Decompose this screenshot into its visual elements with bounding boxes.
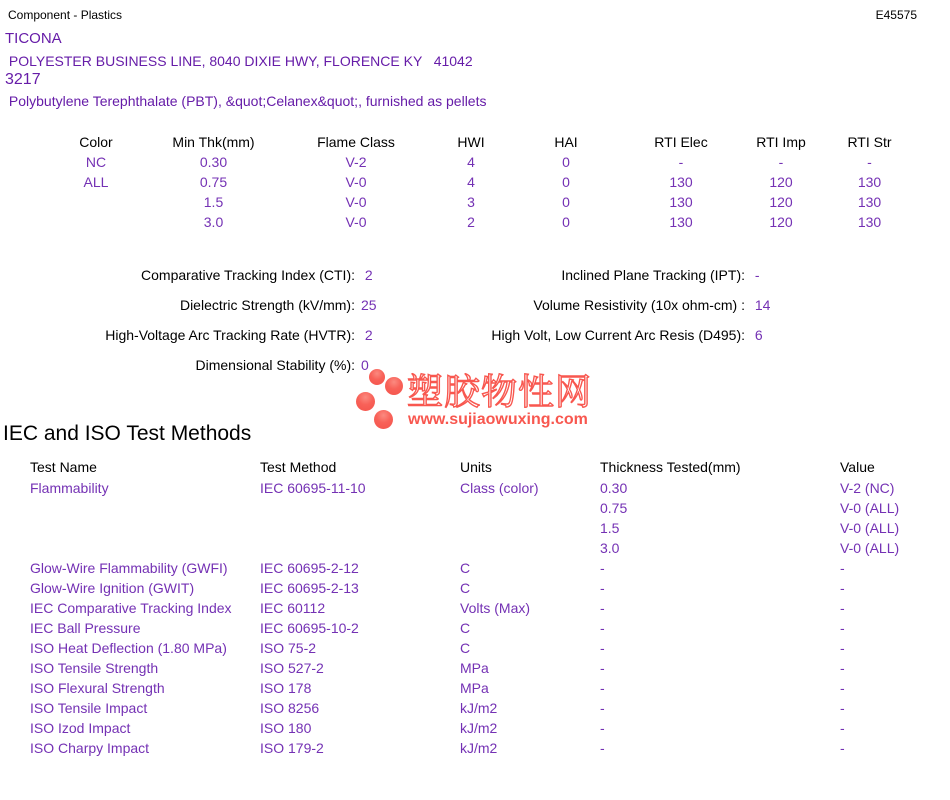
property-value: 25: [361, 297, 377, 313]
methods-cell: -: [840, 640, 845, 656]
ratings-cell: 0: [562, 154, 570, 170]
ratings-table: [46, 131, 918, 232]
methods-cell: ISO Charpy Impact: [30, 740, 150, 756]
ratings-cell: V-0: [345, 194, 367, 210]
methods-row: [30, 538, 935, 558]
methods-cell: IEC Comparative Tracking Index: [30, 600, 232, 616]
ratings-cell: 0: [562, 194, 570, 210]
watermark-dot: [369, 369, 385, 385]
methods-row: [30, 558, 935, 578]
property-row: [0, 260, 380, 290]
methods-col-header: Value: [840, 459, 875, 475]
page-type-label: Component - Plastics: [8, 8, 123, 22]
ratings-cell: -: [867, 154, 872, 170]
methods-cell: 3.0: [600, 540, 620, 556]
property-row: [390, 290, 950, 320]
methods-cell: 1.5: [600, 520, 620, 536]
methods-cell: -: [600, 640, 605, 656]
ratings-col-header: RTI Str: [847, 133, 892, 150]
methods-row: [30, 718, 935, 738]
ratings-cell: 120: [769, 194, 793, 210]
methods-cell: C: [460, 640, 471, 656]
watermark-dot: [385, 377, 403, 395]
methods-cell: -: [600, 700, 605, 716]
methods-cell: ISO 178: [260, 680, 312, 696]
methods-cell: -: [600, 620, 605, 636]
methods-row: [30, 658, 935, 678]
methods-cell: 0.30: [600, 480, 628, 496]
methods-col-header: Units: [460, 459, 492, 475]
methods-header-row: [30, 456, 935, 478]
methods-row: [30, 678, 935, 698]
methods-cell: ISO 8256: [260, 700, 320, 716]
property-label: Inclined Plane Tracking (IPT):: [561, 267, 745, 283]
methods-cell: 0.75: [600, 500, 628, 516]
methods-cell: ISO 180: [260, 720, 312, 736]
section-heading: IEC and ISO Test Methods: [3, 422, 252, 445]
methods-cell: IEC 60112: [260, 600, 326, 616]
ratings-row: [46, 152, 918, 172]
methods-cell: V-2 (NC): [840, 480, 895, 496]
methods-cell: [460, 518, 600, 538]
methods-cell: Volts (Max): [460, 600, 531, 616]
methods-cell: ISO Tensile Impact: [30, 700, 148, 716]
ratings-row: [46, 212, 918, 232]
methods-cell: kJ/m2: [460, 720, 498, 736]
methods-row: [30, 598, 935, 618]
ratings-row: [46, 192, 918, 212]
methods-cell: [30, 498, 260, 518]
ratings-cell: -: [678, 154, 684, 170]
methods-row: [30, 638, 935, 658]
ratings-cell: 0.30: [199, 154, 228, 170]
ratings-cell: 0: [562, 174, 570, 190]
methods-cell: [260, 518, 460, 538]
watermark-site-url: www.sujiaowuxing.com: [408, 411, 588, 428]
property-row: [0, 290, 380, 320]
ratings-col-header: RTI Imp: [756, 133, 806, 150]
ratings-cell: V-2: [345, 154, 367, 170]
methods-row: [30, 478, 935, 498]
product-grade: 3217: [5, 71, 41, 88]
methods-col-header: Test Method: [260, 459, 337, 475]
ratings-col-header: Color: [79, 133, 113, 150]
ratings-col-header: HAI: [554, 133, 578, 150]
methods-cell: [260, 498, 460, 518]
methods-cell: ISO Flexural Strength: [30, 680, 165, 696]
methods-cell: [30, 538, 260, 558]
property-value: 2: [361, 267, 373, 283]
company-name: TICONA: [5, 30, 62, 47]
property-value: 6: [751, 327, 763, 343]
methods-cell: V-0 (ALL): [840, 520, 900, 536]
methods-cell: kJ/m2: [460, 700, 498, 716]
methods-row: [30, 518, 935, 538]
ratings-cell: 130: [669, 174, 693, 190]
methods-cell: ISO Izod Impact: [30, 720, 131, 736]
ratings-cell: ALL: [83, 174, 109, 190]
test-methods-table: [30, 456, 935, 758]
ratings-cell: 130: [669, 194, 693, 210]
electrical-properties-left: [0, 260, 380, 380]
watermark-site-name: 塑胶物性网: [407, 371, 593, 412]
ratings-cell: 3.0: [203, 214, 224, 230]
property-value: 2: [361, 327, 373, 343]
ratings-col-header: Flame Class: [317, 133, 395, 150]
property-row: [0, 320, 380, 350]
methods-cell: -: [840, 740, 845, 756]
methods-cell: -: [840, 700, 845, 716]
ratings-cell: 2: [467, 214, 475, 230]
methods-row: [30, 578, 935, 598]
ratings-cell: 3: [467, 194, 475, 210]
ratings-cell: 120: [769, 214, 793, 230]
methods-cell: kJ/m2: [460, 740, 498, 756]
methods-cell: [460, 498, 600, 518]
methods-cell: -: [600, 560, 605, 576]
property-row: [0, 350, 380, 380]
methods-cell: ISO 75-2: [260, 640, 317, 656]
methods-cell: -: [840, 580, 845, 596]
methods-cell: C: [460, 560, 471, 576]
ratings-cell: [46, 212, 146, 232]
methods-row: [30, 698, 935, 718]
methods-cell: -: [600, 680, 605, 696]
watermark-dot: [356, 392, 375, 411]
property-row: [390, 260, 950, 290]
methods-row: [30, 618, 935, 638]
methods-col-header: Test Name: [30, 459, 97, 475]
property-label: High Volt, Low Current Arc Resis (D495):: [491, 327, 745, 343]
methods-row: [30, 738, 935, 758]
methods-cell: [460, 538, 600, 558]
methods-cell: -: [840, 600, 845, 616]
ratings-header-row: [46, 131, 918, 152]
methods-cell: [260, 538, 460, 558]
property-label: Comparative Tracking Index (CTI):: [141, 267, 355, 283]
ratings-cell: NC: [85, 154, 107, 170]
methods-cell: [30, 518, 260, 538]
methods-cell: -: [600, 740, 605, 756]
methods-col-header: Thickness Tested(mm): [600, 459, 741, 475]
methods-cell: -: [840, 720, 845, 736]
methods-cell: -: [840, 560, 845, 576]
property-row: [390, 320, 950, 350]
methods-row: [30, 498, 935, 518]
methods-cell: IEC 60695-2-13: [260, 580, 359, 596]
methods-cell: -: [600, 660, 605, 676]
property-label: Dimensional Stability (%):: [195, 357, 355, 373]
ratings-cell: 4: [467, 154, 475, 170]
ratings-row: [46, 172, 918, 192]
ratings-col-header: HWI: [457, 133, 485, 150]
property-label: Dielectric Strength (kV/mm):: [179, 297, 355, 313]
methods-cell: ISO Tensile Strength: [30, 660, 159, 676]
ratings-col-header: RTI Elec: [654, 133, 708, 150]
electrical-properties-right: [390, 260, 950, 350]
ratings-cell: 1.5: [203, 194, 224, 210]
company-address: POLYESTER BUSINESS LINE, 8040 DIXIE HWY, FLORENCE KY 41042: [5, 53, 473, 69]
methods-cell: MPa: [460, 680, 489, 696]
methods-cell: C: [460, 580, 471, 596]
methods-cell: -: [840, 680, 845, 696]
methods-cell: C: [460, 620, 471, 636]
ratings-col-header: Min Thk(mm): [172, 133, 255, 150]
watermark-dot: [374, 410, 393, 429]
methods-cell: Glow-Wire Ignition (GWIT): [30, 580, 195, 596]
methods-cell: Flammability: [30, 480, 109, 496]
ratings-cell: V-0: [345, 214, 367, 230]
property-label: High-Voltage Arc Tracking Rate (HVTR):: [105, 327, 355, 343]
ratings-cell: 130: [857, 214, 882, 230]
ratings-cell: 120: [769, 174, 793, 190]
ratings-cell: -: [778, 154, 784, 170]
methods-cell: MPa: [460, 660, 489, 676]
methods-cell: ISO Heat Deflection (1.80 MPa): [30, 640, 227, 656]
methods-cell: V-0 (ALL): [840, 500, 900, 516]
methods-cell: ISO 179-2: [260, 740, 324, 756]
ratings-cell: 4: [467, 174, 475, 190]
property-value: 0: [361, 357, 369, 373]
methods-cell: IEC 60695-10-2: [260, 620, 359, 636]
property-label: Volume Resistivity (10x ohm-cm) :: [533, 297, 745, 313]
ratings-cell: 130: [669, 214, 693, 230]
property-value: 14: [751, 297, 771, 313]
ratings-cell: [46, 192, 146, 212]
ratings-cell: 0.75: [199, 174, 228, 190]
methods-cell: V-0 (ALL): [840, 540, 900, 556]
methods-cell: -: [600, 720, 605, 736]
methods-cell: Glow-Wire Flammability (GWFI): [30, 560, 228, 576]
methods-cell: ISO 527-2: [260, 660, 324, 676]
methods-cell: Class (color): [460, 480, 539, 496]
ratings-cell: V-0: [345, 174, 367, 190]
file-number: E45575: [875, 8, 917, 22]
methods-cell: -: [600, 600, 605, 616]
methods-cell: -: [600, 580, 605, 596]
methods-cell: IEC Ball Pressure: [30, 620, 141, 636]
ratings-cell: 130: [857, 174, 882, 190]
ratings-cell: 130: [857, 194, 882, 210]
property-value: -: [751, 267, 760, 283]
methods-cell: -: [840, 660, 845, 676]
product-description: Polybutylene Terephthalate (PBT), &quot;Celanex&quot;, furnished as pellets: [5, 93, 487, 109]
ratings-cell: 0: [562, 214, 570, 230]
methods-cell: IEC 60695-11-10: [260, 480, 366, 496]
methods-cell: IEC 60695-2-12: [260, 560, 359, 576]
methods-cell: -: [840, 620, 845, 636]
